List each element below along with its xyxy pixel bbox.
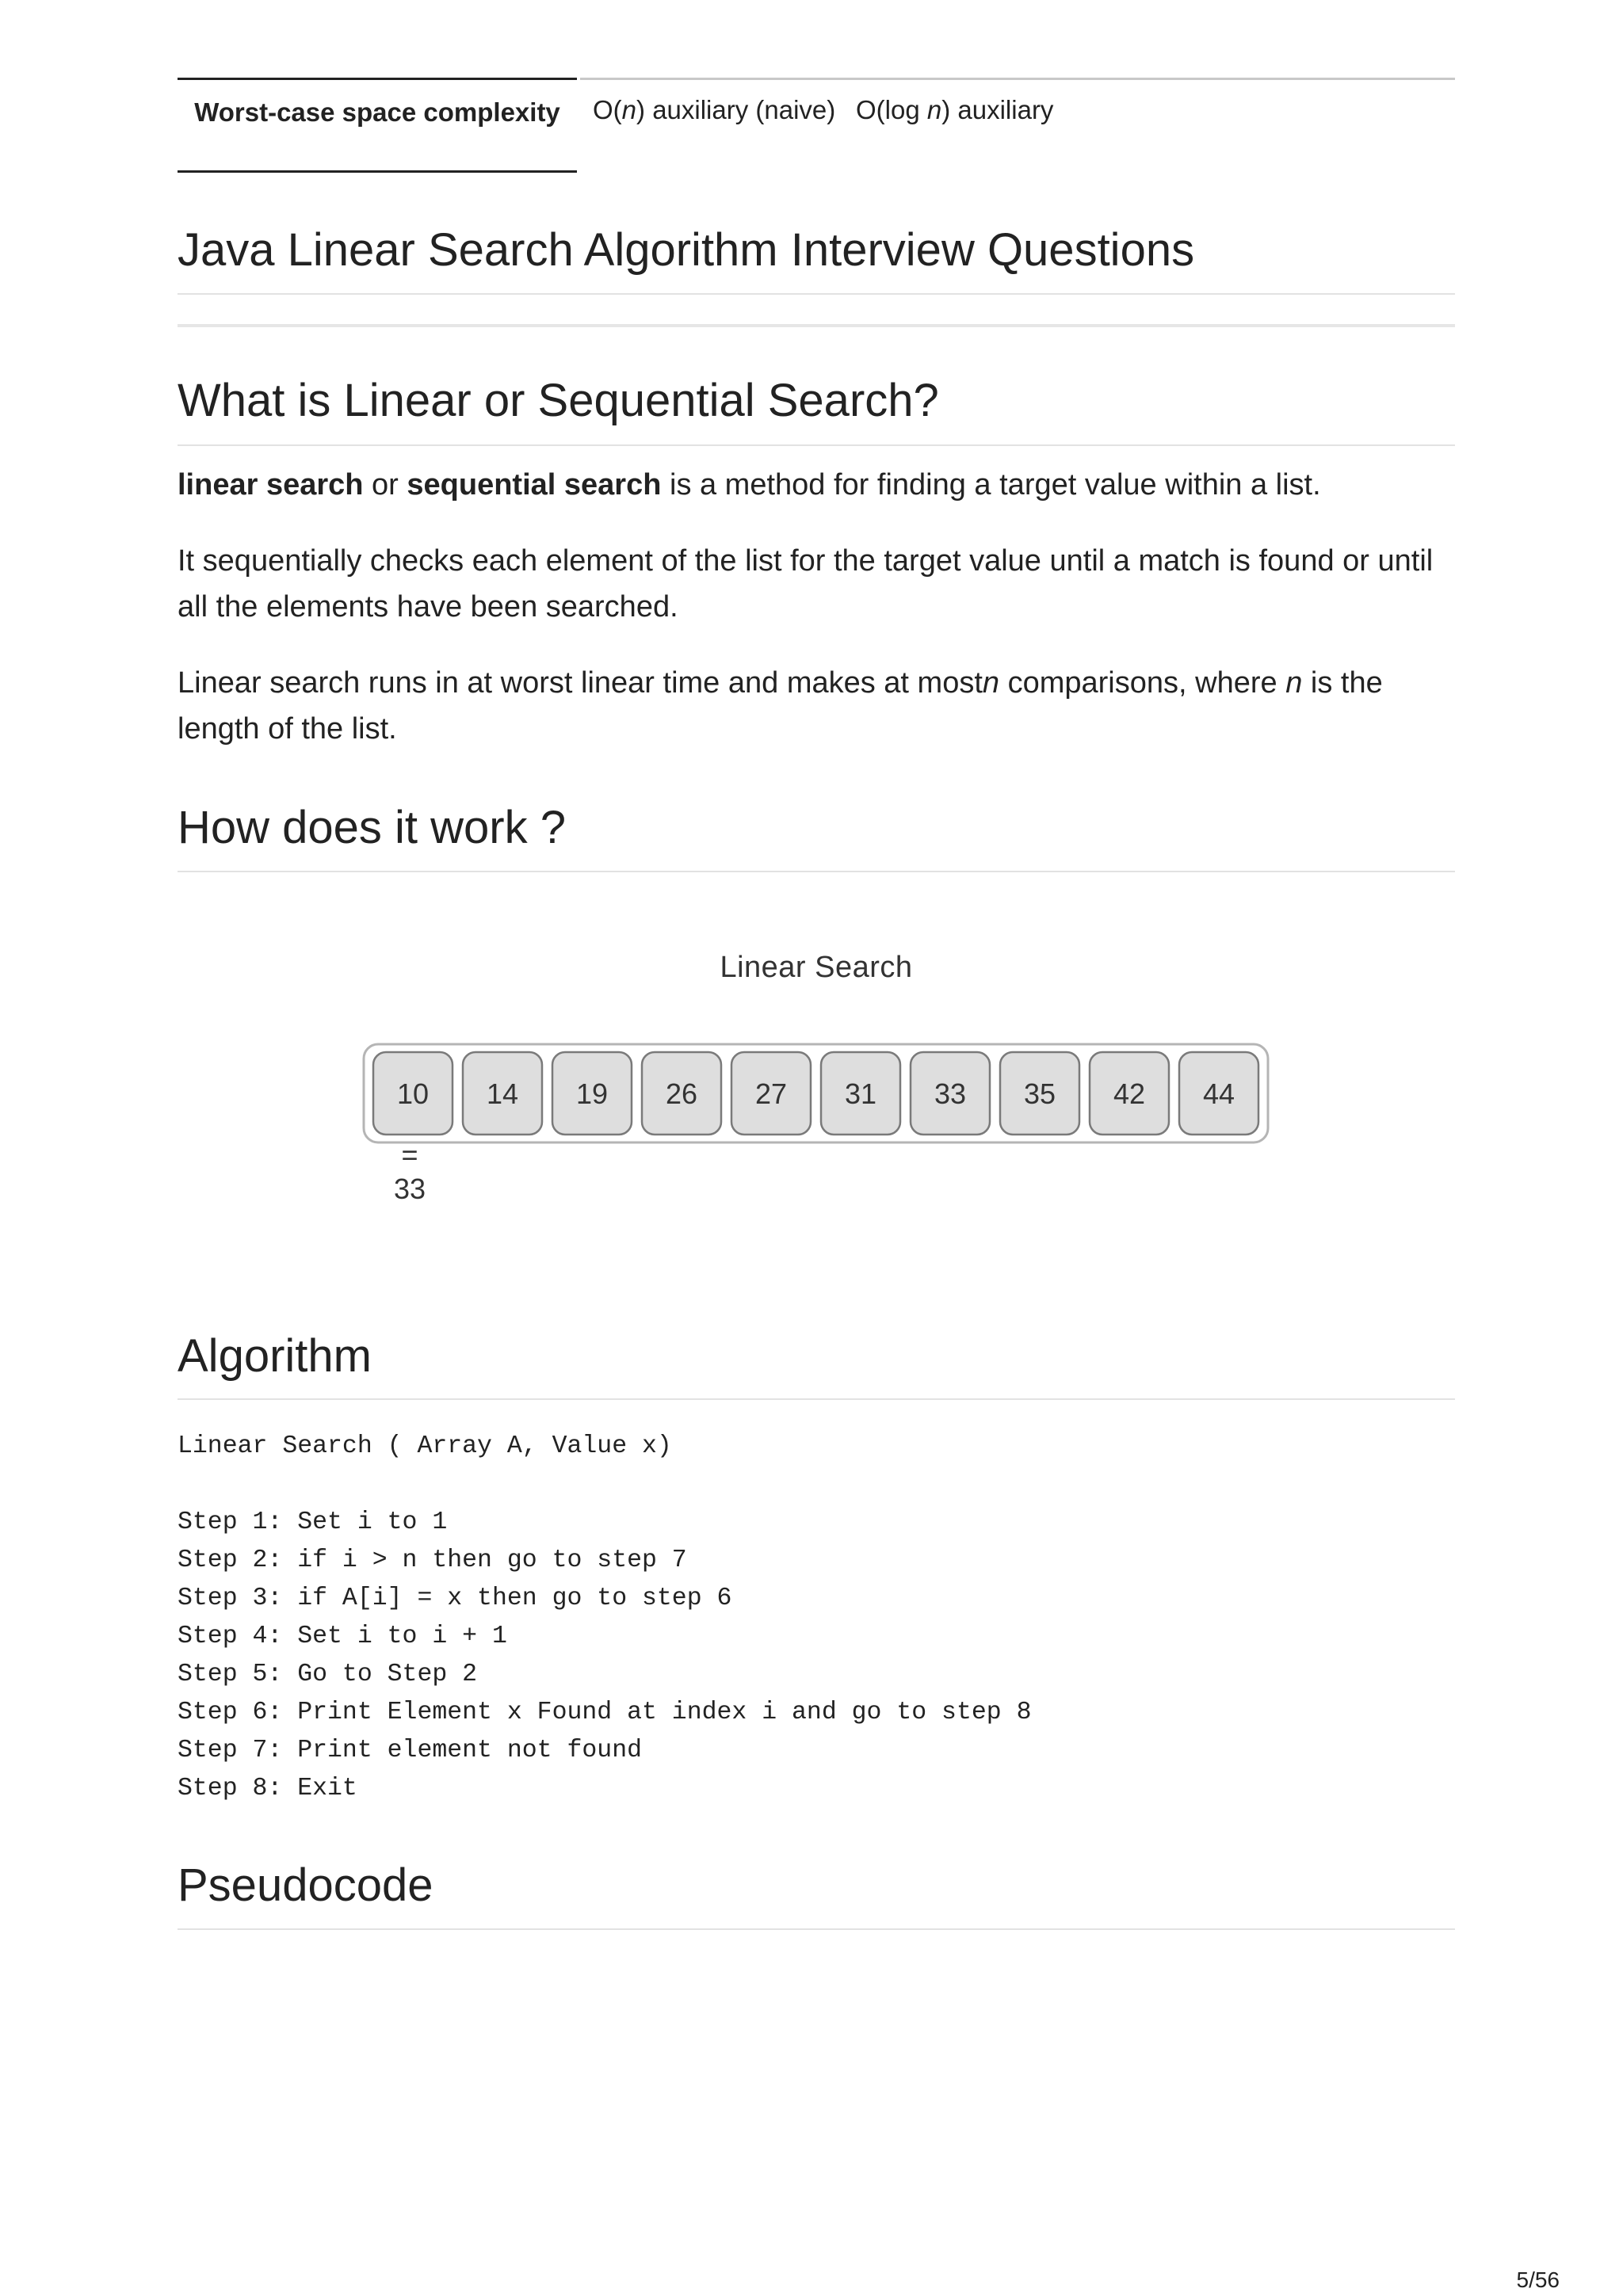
algorithm-code-block: Linear Search ( Array A, Value x) Step 1: Set i to 1 Step 2: if i > n then go to step 7 Step 3: if A[i] = x then go to step 6 Step 4: Set i to i + 1 Step 5: Go to Step 2 Step 6: Print Element x Found at index i and go to step 8 Step 7: Print element not found Step 8: Exit	[178, 1432, 1032, 1802]
heading-pseudocode: Pseudocode	[178, 1859, 433, 1911]
diagram-canvas	[178, 935, 1455, 1252]
array-cell-value: 27	[754, 1077, 788, 1110]
target-value: 33	[393, 1173, 426, 1205]
complexity-infobox	[178, 78, 1455, 176]
heading-algorithm: Algorithm	[178, 1330, 372, 1382]
infobox-rule	[580, 78, 1455, 80]
title-divider	[178, 293, 1455, 295]
diagram-title: Linear Search	[720, 951, 913, 984]
array-cell-value: 35	[1023, 1077, 1056, 1110]
heading-divider	[178, 1928, 1455, 1930]
array-cell-value: 14	[486, 1077, 519, 1110]
array-cell-value: 44	[1202, 1077, 1235, 1110]
infobox-value-naive: O(n) auxiliary (naive)	[593, 95, 836, 124]
infobox-label: Worst-case space complexity	[178, 78, 577, 173]
array-cell-value: 19	[575, 1077, 609, 1110]
heading-divider	[178, 871, 1455, 872]
array-cell-value: 31	[844, 1077, 877, 1110]
section-separator	[178, 324, 1455, 327]
heading-divider	[178, 1398, 1455, 1400]
array-cell-value: 42	[1113, 1077, 1146, 1110]
infobox-value-log: O(log n) auxiliary	[856, 95, 1054, 124]
heading-how: How does it work ?	[178, 802, 566, 853]
paragraph-process: It sequentially checks each element of the list for the target value until a match is found or until all the elements have been searched.	[178, 544, 1434, 624]
paragraph-complexity: Linear search runs in at worst linear time and makes at mostn comparisons, where n is the length of the list.	[178, 666, 1383, 746]
array-cell-value: 26	[665, 1077, 698, 1110]
paragraph-definition: linear search or sequential search is a method for finding a target value within a list.	[178, 468, 1321, 502]
compare-symbol: =	[401, 1138, 418, 1171]
page-number: 5/56	[1516, 2267, 1560, 2292]
array-cell-value: 33	[934, 1077, 967, 1110]
heading-divider	[178, 444, 1455, 446]
array-cell-value: 10	[396, 1077, 430, 1110]
heading-what-is: What is Linear or Sequential Search?	[178, 375, 939, 426]
main-title: Java Linear Search Algorithm Interview Questions	[178, 224, 1195, 276]
linear-search-diagram	[178, 935, 1455, 1252]
